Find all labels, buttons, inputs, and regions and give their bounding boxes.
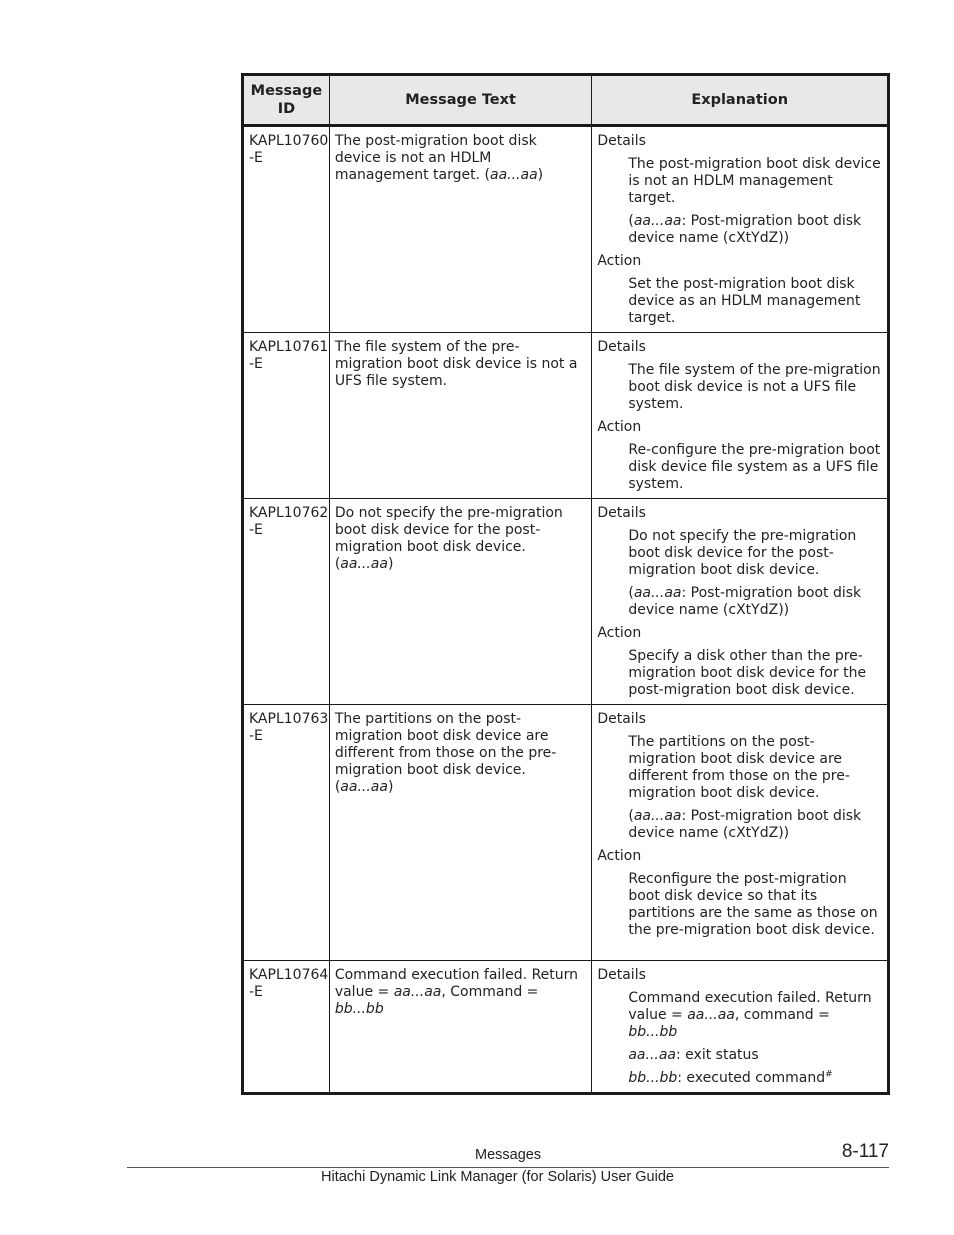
header-explanation: Explanation	[592, 75, 889, 126]
details-text: The file system of the pre-migration boot disk device is not a UFS file system.	[628, 362, 881, 412]
message-id: KAPL10763 -E	[243, 705, 330, 961]
table-row	[243, 126, 889, 333]
page-number: 8-117	[841, 1141, 889, 1162]
explanation	[592, 705, 889, 961]
details-text: The partitions on the post-migration boot disk device are different from those on the pre-migration boot disk device.	[628, 734, 850, 801]
table-row	[243, 961, 889, 1094]
message-text: Command execution failed. Return value = aa...aa, Command = bb...bb	[329, 961, 592, 1094]
table-row	[243, 705, 889, 961]
message-table	[241, 73, 890, 1095]
header-message-id: Message ID	[243, 75, 330, 126]
explanation	[592, 499, 889, 705]
footnote-mark: #	[825, 1069, 833, 1080]
table-header-row	[243, 75, 889, 126]
param-text: (aa...aa: Post-migration boot disk device name (cXtYdZ))	[628, 585, 862, 618]
message-id: KAPL10762 -E	[243, 499, 330, 705]
details-label: Details	[597, 339, 646, 355]
details-text: Do not specify the pre-migration boot disk device for the post-migration boot disk device.	[628, 528, 857, 578]
action-text: Set the post-migration boot disk device as an HDLM management target.	[628, 276, 861, 326]
details-label: Details	[597, 505, 646, 521]
param-text: (aa...aa: Post-migration boot disk device name (cXtYdZ))	[628, 213, 862, 246]
explanation	[592, 961, 889, 1094]
footer-divider	[127, 1167, 889, 1168]
explanation	[592, 126, 889, 333]
details-text: Command execution failed. Return value = aa...aa, command = bb...bb	[628, 990, 872, 1040]
action-label: Action	[597, 848, 642, 864]
executed-command-text: bb...bb: executed command#	[628, 1069, 833, 1086]
details-label: Details	[597, 133, 646, 149]
footer-book-title: Hitachi Dynamic Link Manager (for Solaris) User Guide	[321, 1169, 674, 1185]
exit-status-text: aa...aa: exit status	[628, 1047, 759, 1063]
details-label: Details	[597, 967, 646, 983]
message-text: Do not specify the pre-migration boot disk device for the post-migration boot disk device. (aa...aa)	[329, 499, 592, 705]
details-text: The post-migration boot disk device is not an HDLM management target.	[628, 156, 881, 206]
message-text: The file system of the pre-migration boot disk device is not a UFS file system.	[329, 333, 592, 499]
action-text: Specify a disk other than the pre-migration boot disk device for the post-migration boot disk device.	[628, 648, 867, 698]
action-text: Reconfigure the post-migration boot disk device so that its partitions are the same as those on the pre-migration boot disk device.	[628, 871, 878, 938]
action-text: Re-configure the pre-migration boot disk device file system as a UFS file system.	[628, 442, 881, 492]
message-id: KAPL10760 -E	[243, 126, 330, 333]
message-id: KAPL10761 -E	[243, 333, 330, 499]
table-row	[243, 499, 889, 705]
explanation	[592, 333, 889, 499]
message-id: KAPL10764 -E	[243, 961, 330, 1094]
message-text: The partitions on the post-migration boot disk device are different from those on the pre-migration boot disk device. (aa...aa)	[329, 705, 592, 961]
action-label: Action	[597, 253, 642, 269]
table-row	[243, 333, 889, 499]
footer-section-title: Messages	[475, 1147, 542, 1163]
details-label: Details	[597, 711, 646, 727]
action-label: Action	[597, 419, 642, 435]
header-message-text: Message Text	[329, 75, 592, 126]
action-label: Action	[597, 625, 642, 641]
param-text: (aa...aa: Post-migration boot disk device name (cXtYdZ))	[628, 808, 862, 841]
message-text: The post-migration boot disk device is not an HDLM management target. (aa...aa)	[329, 126, 592, 333]
